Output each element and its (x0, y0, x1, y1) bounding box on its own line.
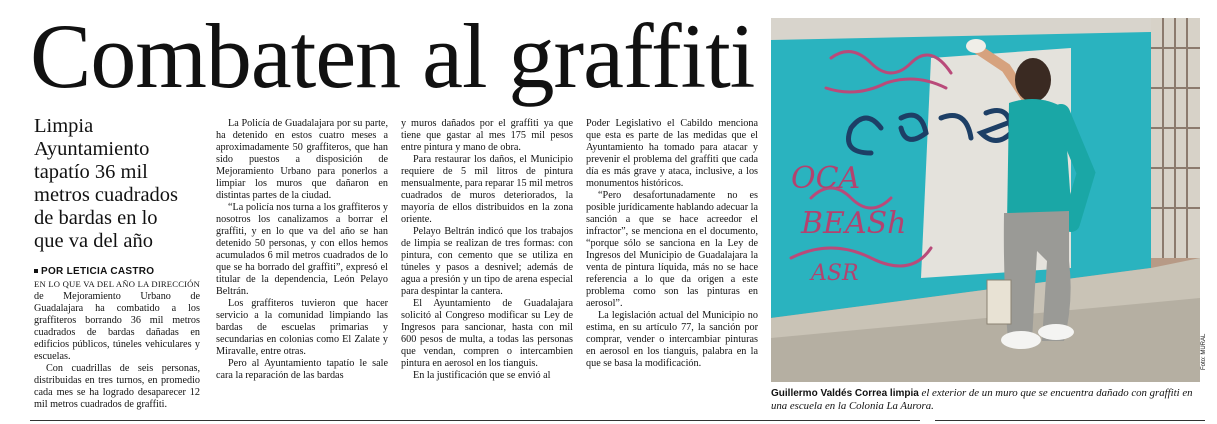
graffiti-text: OCA (791, 161, 861, 196)
bottom-rule (935, 420, 1205, 421)
paragraph: Para restaurar los daños, el Municipio requiere de 5 mil litros de pintura mensualmente, para reparar 15 mil metros cuadrados de muros deteriorados, la mayoría de ellos distribuidos en la zona oriente. (401, 154, 573, 225)
paragraph (34, 278, 200, 363)
paragraph: “La policía nos turna a los graffiteros y nosotros los canalizamos a borrar el graffiti, y en lo que va del año se han detenido 50 personas, y con ellos hemos acumulados 6 mil metros cuadrados de lo que se ha borrado del graffiti”, expresó el titular de la dependencia, León Pelayo Beltrán. (216, 202, 388, 297)
paragraph: Con cuadrillas de seis personas, distribuidas en tres turnos, en promedio cada mes se ha logrado desaparecer 12 mil metros cuadrados de graffiti. (34, 363, 200, 410)
caption-name: Guillermo Valdés Correa limpia (771, 388, 919, 399)
paragraph: El Ayuntamiento de Guadalajara solicitó al Congreso modificar su Ley de Ingresos para sancionar, hasta con mil 600 pesos de multa, a todas las personas que vendan, compren o intercambien pintura en aerosol en los tianguis. (401, 298, 573, 369)
paragraph: En la justificación que se envió al (413, 370, 551, 381)
paragraph: Pelayo Beltrán indicó que los trabajos de limpia se realizan de tres formas: con pintura, con cemento que se utiliza en túneles y pasos a desnivel; además de agua a presión y un tipo de arena especial para despintar la cantera. (401, 226, 573, 297)
byline-text: POR LETICIA CASTRO (41, 266, 155, 277)
headline: Combaten al graffiti (30, 5, 755, 107)
paragraph: Poder Legislativo el Cabildo menciona que esta es parte de las medidas que el Ayuntamiento ha tomado para atacar y prevenir el problema del graffiti que cada día es más grave y ataca, inclusive, a los monumentos históricos. (586, 118, 758, 189)
deck-subheadline: Limpia Ayuntamiento tapatío 36 mil metros cuadrados de bardas en lo que va del año (34, 115, 179, 252)
paragraph: “Pero desafortunadamente no es posible jurídicamente hablando adecuar la sanción a que se hace acreedor el infractor”, se menciona en el documento, “porque sólo se sanciona en la Ley de Ingresos del Municipio de Guadalajara la venta de pintura líquida, más no se hace referencia a lo que da origen a este problema como son las pinturas en aerosol”. (586, 190, 758, 309)
paragraph: La legislación actual del Municipio no estima, en su artículo 77, la sanción por comprar, vender o intercambiar pinturas en aerosol en los tianguis, palabra en la que se basa la modificación. (586, 310, 758, 369)
photo-credit: Foto: MURAL (1201, 333, 1207, 370)
graffiti-text: ASR (811, 261, 859, 286)
photo-illustration (771, 18, 1200, 382)
article-column-2 (216, 118, 388, 382)
article-column-4 (586, 118, 758, 370)
paragraph-text: de Mejoramiento Urbano de Guadalajara ha combatido a los graffiteros borrando 36 mil metros cuadrados de bardas dañadas en edificios públicos, túneles vehiculares y escuelas. (34, 291, 200, 362)
byline-bullet-icon (34, 269, 38, 273)
paragraph: Los graffiteros tuvieron que hacer servicio a la comunidad limpiando las bardas de escuelas primarias y secundarias en colonias como El Zalate y Miravalle, entre otras. (216, 298, 388, 357)
caption-text: el exterior de un muro que se encuentra dañado con graffiti en una escuela en la Colonia La Aurora. (771, 387, 1193, 412)
news-photo (771, 18, 1200, 382)
paragraph: y muros dañados por el graffiti ya que tiene que gastar al mes 175 mil pesos entre pintura y mano de obra. (401, 118, 573, 153)
article-column-1 (34, 278, 200, 411)
photo-caption (771, 387, 1201, 413)
paragraph: La Policía de Guadalajara por su parte, ha detenido en estos cuatro meses a aproximadamente 50 graffiteros, que han sido puestos a disposición de Mejoramiento Urbano para ponerlos a limpiar los muros que dañaron en distintas partes de la ciudad. (216, 118, 388, 201)
article-column-3 (401, 118, 573, 382)
lead-in-smallcaps: EN LO QUE VA DEL AÑO LA DIRECCIÓN (34, 279, 200, 289)
graffiti-text: BEASh (801, 206, 907, 241)
paragraph: Pero al Ayuntamiento tapatío le sale cara la reparación de las bardas (216, 358, 388, 381)
byline (34, 266, 154, 277)
bottom-rule (30, 420, 920, 421)
